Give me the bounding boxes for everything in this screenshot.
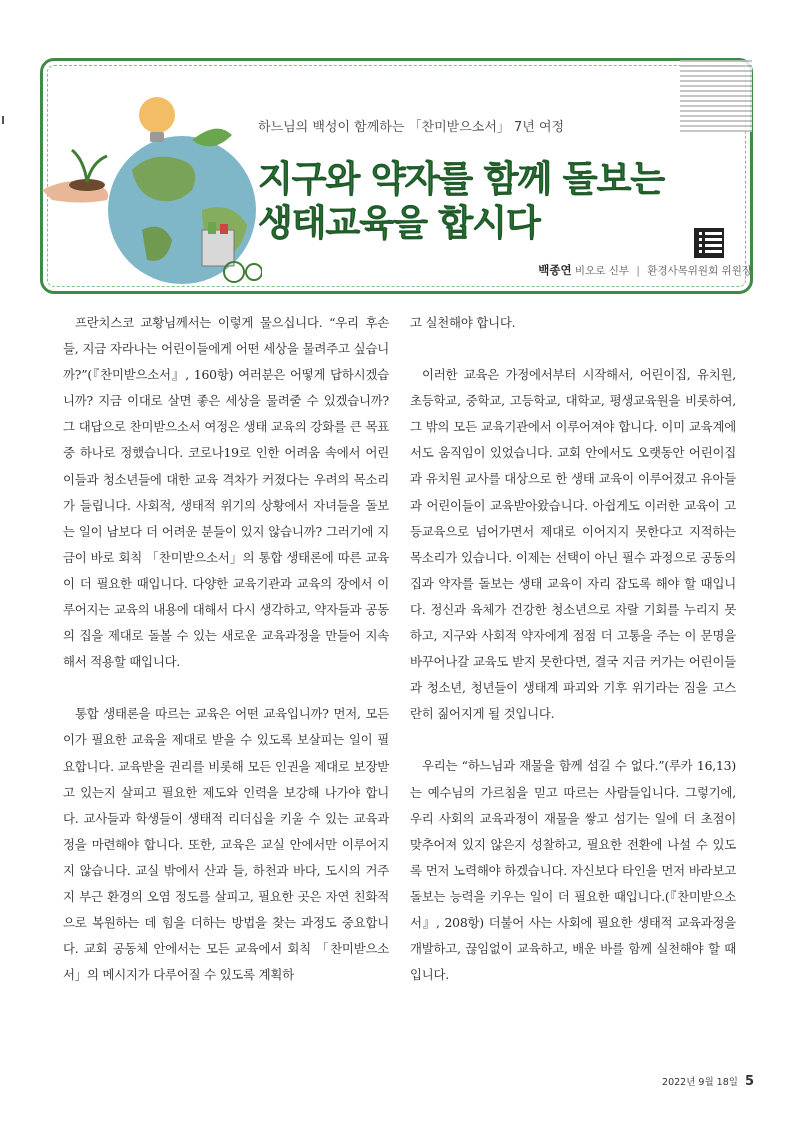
author-name: 백종연 [538,263,572,277]
author-role: 비오로 신부 [574,265,629,277]
left-column [63,310,389,988]
right-column [410,310,736,988]
title-line-1: 지구와 약자를 함께 돌보는 [258,159,665,200]
page-footer [662,1074,754,1089]
halftone-pattern [680,60,752,132]
title-line-2: 생태교육을 합시다 [258,203,540,244]
series-subtitle: 하느님의 백성이 함께하는 「찬미받으소서」 7년 여정 [258,120,565,135]
author-org: 환경사목위원회 위원장 [647,265,752,277]
page-title [258,158,664,246]
hand-with-seedling-icon [42,150,108,203]
paragraph: 프란치스코 교황님께서는 이렇게 물으십니다. “우리 후손들, 지금 자라나는 어린이들에게 어떤 세상을 물려주고 싶습니까?”(『찬미받으소서』, 160항) 여러분은 어떻게 답하시겠습니까? 지금 이대로 살면 좋은 세상을 물려줄 수 있겠습니까? 그 대답으로 찬미받으소서 여정은 생태 교육의 강화를 큰 목표 중 하나로 정했습니다. 코로나19로 인한 어려움 속에서 어린이들과 청소년들에 대한 교육 격차가 커졌다는 우려의 목소리가 들립니다. 사회적, 생태적 위기의 상황에서 자녀들을 돌보는 일이 남보다 더 어려운 분들이 있지 않습니까? 그러기에 지금이 바로 회칙 「찬미받으소서」의 통합 생태론에 따른 교육이 더 필요한 때입니다. 다양한 교육기관과 교육의 장에서 이루어지는 교육의 내용에 대해서 다시 생각하고, 약자들과 공동의 집을 제대로 돌볼 수 있는 새로운 교육과정을 만들어 지속해서 적용할 때입니다. [63,315,389,670]
author-byline [538,262,752,278]
paragraph: 통합 생태론을 따르는 교육은 어떤 교육입니까? 먼저, 모든 이가 필요한 교육을 제대로 받을 수 있도록 보살피는 일이 필요합니다. 교육받을 권리를 비롯해 모든 인권을 제대로 보장받고 있는지 살피고 필요한 제도와 인력을 보강해 나가야 합니다. 교사들과 학생들이 생태적 리더십을 키울 수 있는 교육과정을 마련해야 합니다. 또한, 교육은 교실 안에서만 이루어지지 않습니다. 교실 밖에서 산과 들, 하천과 바다, 도시의 거주지 부근 환경의 오염 정도를 살피고, 필요한 곳은 자연 친화적으로 복원하는 데 힘을 더하는 방법을 찾는 과정도 중요합니다. 교회 공동체 안에서는 모든 교육에서 회칙 「찬미받으소서」의 메시지가 다루어질 수 있도록 계획하 [63,706,389,983]
paragraph: 이러한 교육은 가정에서부터 시작해서, 어린이집, 유치원, 초등학교, 중학교, 고등학교, 대학교, 평생교육원을 비롯하여, 그 밖의 모든 교육기관에서 이루어져야 합니다. 이미 교육계에서도 움직임이 있었습니다. 교회 안에서도 오랫동안 어린이집과 유치원 교사를 대상으로 한 생태 교육이 이루어졌고 유아들과 어린이들이 교육받아왔습니다. 아쉽게도 이러한 교육이 고등교육으로 넘어가면서 제대로 이어지지 못한다고 지적하는 목소리가 있습니다. 이제는 선택이 아닌 필수 과정으로 공동의 집과 약자를 돌보는 생태 교육이 자리 잡도록 해야 할 때입니다. 정신과 육체가 건강한 청소년으로 자랄 기회를 누리지 못하고, 지구와 사회적 약자에게 점점 더 고통을 주는 이 문명을 바꾸어나갈 교육도 받지 못한다면, 결국 지금 커가는 어린이들과 청소년, 청년들이 생태계 파괴와 기후 위기라는 짐을 고스란히 짊어지게 될 것입니다. [410,367,736,722]
byline-separator: | [636,265,640,277]
paragraph: 고 실천해야 합니다. [410,315,516,330]
paragraph: 우리는 “하느님과 재물을 함께 섬길 수 없다.”(루카 16,13)는 예수님의 가르침을 믿고 따르는 사람들입니다. 그렇기에, 우리 사회의 교육과정이 재물을 쌓고 섬기는 일에 더 초점이 맞추어져 있지 않은지 성찰하고, 필요한 전환에 나설 수 있도록 먼저 노력해야 하겠습니다. 자신보다 타인을 먼저 바라보고 돌보는 능력을 키우는 일이 더 필요한 때입니다.(『찬미받으소서』, 208항) 더불어 사는 사회에 필요한 생태적 교육과정을 개발하고, 끊임없이 교육하고, 배운 바를 함께 실천해야 할 때입니다. [410,758,736,983]
lightbulb-leaf-icon [139,97,175,142]
page-number: 5 [744,1074,754,1089]
issue-date: 2022년 9월 18일 [662,1077,738,1088]
ecology-illustration [42,90,262,290]
qr-code-icon[interactable] [694,228,724,258]
margin-mark [2,116,4,124]
